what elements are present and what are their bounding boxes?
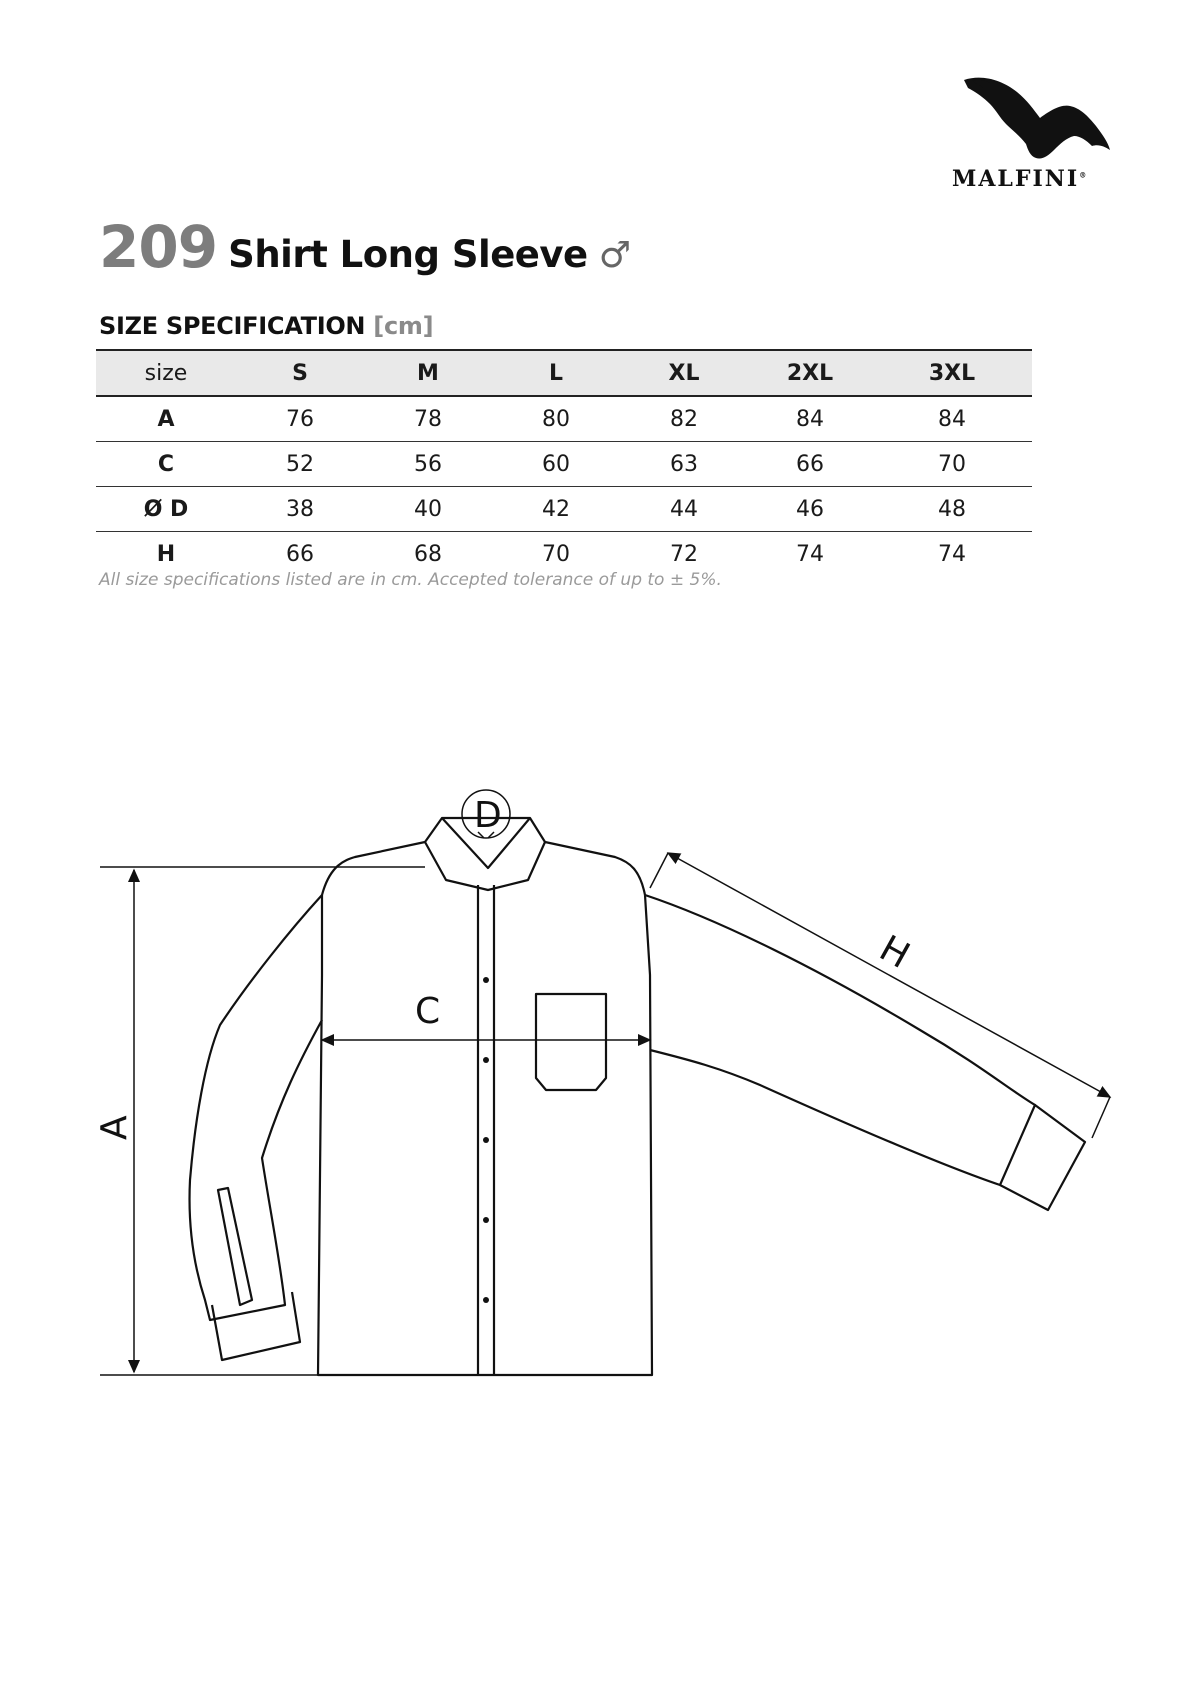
table-cell: 66 — [286, 541, 314, 567]
shirt-pocket — [536, 994, 606, 1090]
male-symbol-icon: ♂ — [598, 235, 631, 276]
measure-h-line — [668, 853, 1110, 1097]
table-row — [96, 487, 1032, 532]
column-header: M — [364, 350, 492, 396]
measure-d-label: D — [474, 795, 502, 836]
table-cell: 74 — [938, 541, 966, 567]
measure-h-label: H — [872, 928, 917, 977]
column-header: XL — [620, 350, 748, 396]
tolerance-note: All size specifications listed are in cm. Accepted tolerance of up to ± 5%. — [99, 570, 722, 590]
table-cell: 84 — [748, 396, 872, 442]
table-row — [96, 442, 1032, 487]
unit-label: [cm] — [373, 312, 434, 340]
table-cell: 76 — [236, 396, 364, 442]
table-cell: 82 — [620, 396, 748, 442]
measure-c-label: C — [415, 991, 441, 1032]
table-cell: 70 — [542, 541, 570, 567]
product-name: Shirt Long Sleeve — [228, 233, 588, 276]
table-cell: 72 — [670, 541, 698, 567]
table-cell: 52 — [236, 442, 364, 487]
table-cell: 74 — [796, 541, 824, 567]
eagle-icon — [962, 74, 1112, 160]
table-cell: 68 — [414, 541, 442, 567]
table-cell: 80 — [492, 396, 620, 442]
column-header: 2XL — [748, 350, 872, 396]
table-cell: 48 — [872, 487, 1032, 532]
row-label: C — [96, 442, 236, 487]
table-cell: 42 — [492, 487, 620, 532]
page-title — [99, 213, 631, 281]
table-cell: 38 — [236, 487, 364, 532]
row-label: H — [156, 541, 176, 567]
table-cell: 70 — [872, 442, 1032, 487]
table-cell: 56 — [364, 442, 492, 487]
table-cell: 40 — [364, 487, 492, 532]
shirt-shoulder-right — [545, 842, 645, 895]
shirt-left-cuff — [212, 1292, 300, 1360]
table-header-row — [96, 350, 1032, 396]
column-header: S — [236, 350, 364, 396]
table-row — [96, 396, 1032, 442]
shirt-body-outline — [318, 895, 652, 1375]
table-cell: 78 — [364, 396, 492, 442]
shirt-shoulder-left — [322, 842, 425, 895]
size-spec-heading: SIZE SPECIFICATION [cm] — [99, 312, 434, 340]
table-cell: 84 — [872, 396, 1032, 442]
product-number: 209 — [99, 213, 218, 281]
brand-name: MALFINI® — [952, 166, 1087, 192]
shirt-diagram — [0, 760, 1200, 1400]
table-cell: 63 — [620, 442, 748, 487]
table-cell: 44 — [620, 487, 748, 532]
table-cell: 60 — [492, 442, 620, 487]
row-label: A — [96, 396, 236, 442]
shirt-right-sleeve — [645, 895, 1035, 1185]
column-header: L — [492, 350, 620, 396]
size-table — [96, 349, 1032, 576]
shirt-left-sleeve — [190, 895, 322, 1320]
brand-logo — [952, 74, 1122, 192]
row-label: Ø D — [96, 487, 236, 532]
measure-a-label: A — [94, 1115, 135, 1140]
column-header: 3XL — [872, 350, 1032, 396]
table-cell: 46 — [748, 487, 872, 532]
column-header: size — [96, 350, 236, 396]
table-cell: 66 — [748, 442, 872, 487]
